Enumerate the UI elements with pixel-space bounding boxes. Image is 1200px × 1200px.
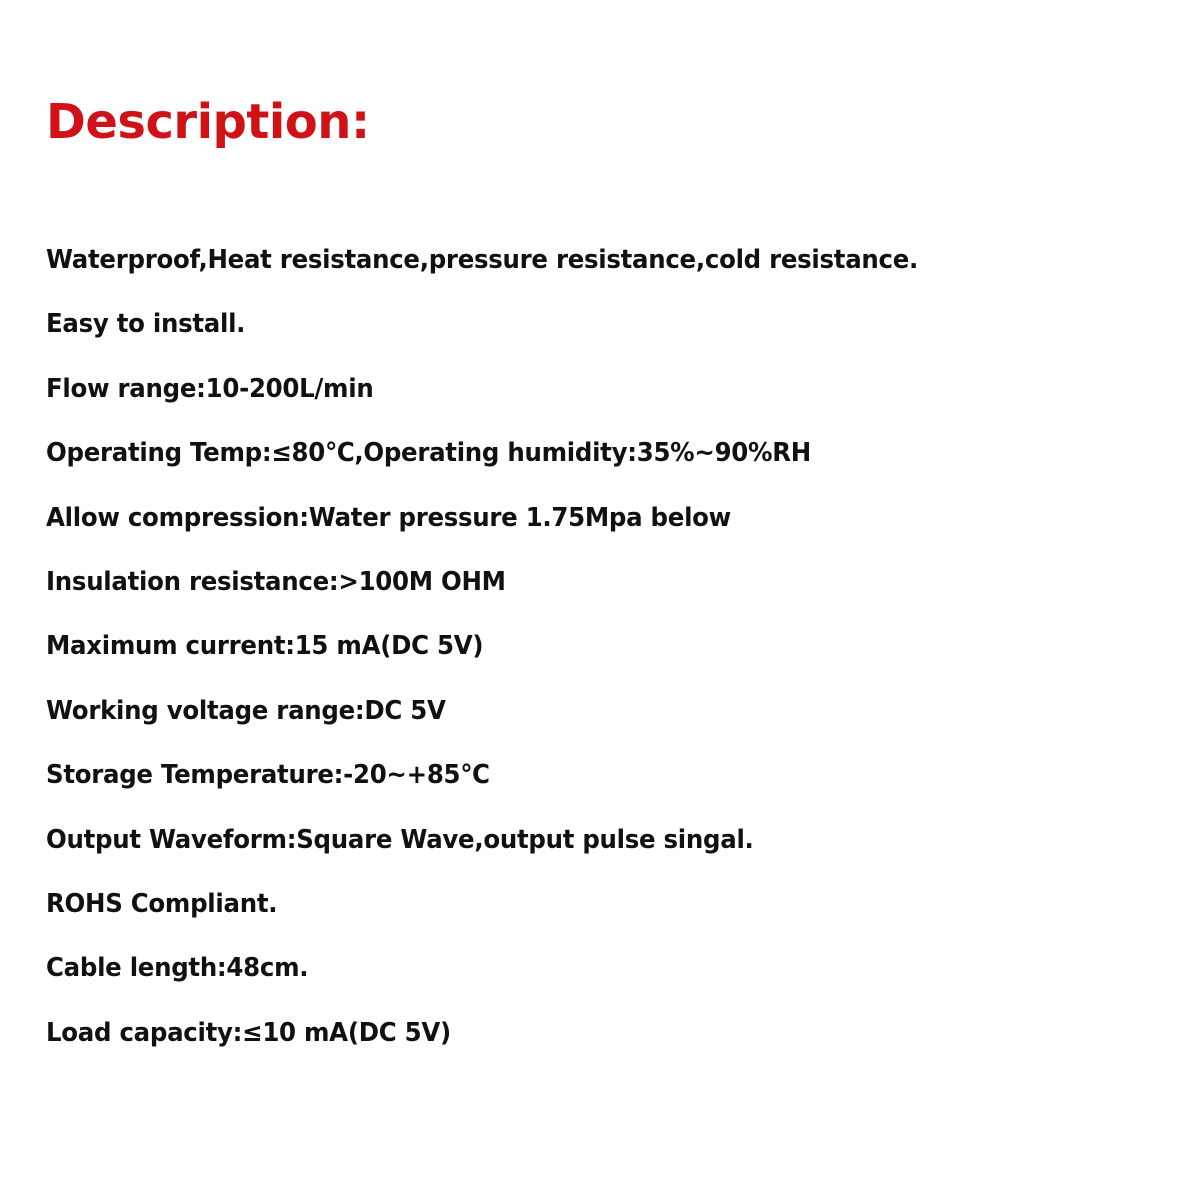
spec-waterproof: Waterproof,Heat resistance,pressure resistance,cold resistance. [46,245,919,275]
spec-flow-range: Flow range:10-200L/min [46,373,374,404]
spec-allow-compression: Allow compression:Water pressure 1.75Mpa below [46,502,731,533]
spec-easy-install: Easy to install. [46,309,246,340]
spec-output-waveform: Output Waveform:Square Wave,output pulse singal. [46,824,754,855]
spec-operating-temp: Operating Temp:≤80℃,Operating humidity:35%~90%RH [46,438,811,469]
spec-list [46,238,974,1075]
spec-storage-temperature: Storage Temperature:-20~+85℃ [46,760,490,791]
spec-insulation-resistance: Insulation resistance:>100M OHM [46,566,506,597]
spec-load-capacity: Load capacity:≤10 mA(DC 5V) [46,1017,451,1048]
spec-working-voltage: Working voltage range:DC 5V [46,695,446,726]
spec-rohs: ROHS Compliant. [46,888,278,919]
page-title: Description: [46,94,370,150]
spec-maximum-current: Maximum current:15 mA(DC 5V) [46,631,484,662]
spec-cable-length: Cable length:48cm. [46,953,309,984]
